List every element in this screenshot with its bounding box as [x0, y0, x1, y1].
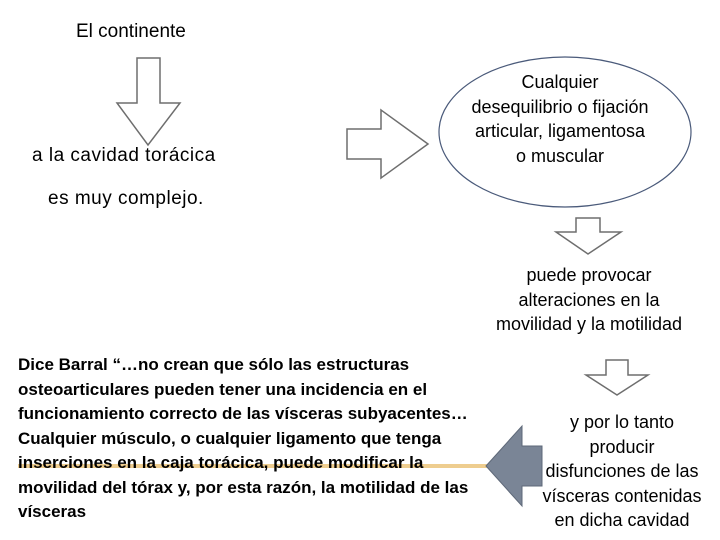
down-arrow-top-shape — [117, 58, 180, 145]
left-arrow-shape — [486, 426, 542, 506]
down-arrow-lower-shape — [586, 360, 648, 395]
barral-quote: Dice Barral “…no crean que sólo las estructuras osteoarticulares pueden tener una incidencia en el funcionamiento correcto de las vísceras subyacentes…Cualquier músculo, o cualquier ligamento que tenga inserciones en la caja torácica, puede modificar la movilidad del tórax y, por esta razón, la motilidad de las vísceras — [18, 355, 469, 521]
down-arrow-mid-shape — [556, 218, 621, 254]
complex-text: es muy complejo. — [48, 188, 204, 209]
ellipse-text: Cualquier desequilibrio o fijación articular, ligamentosa o muscular — [471, 72, 649, 166]
therefore-text: y por lo tanto producir disfunciones de las vísceras contenidas en dicha cavidad — [542, 412, 702, 530]
cavity-text: a la cavidad torácica — [32, 145, 216, 166]
provoke-text: puede provocar alteraciones en la movilidad y la motilidad — [495, 265, 683, 334]
right-arrow-shape — [347, 110, 428, 178]
diagram-title: El continente — [76, 21, 186, 42]
